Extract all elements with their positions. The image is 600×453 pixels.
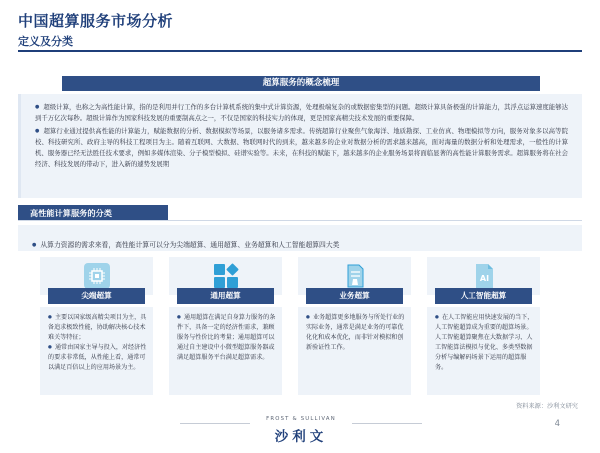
- intro-text: ● 从算力资源的需求来看，高性能计算可以分为尖端超算、通用超算、业务超算和人工智能超算四大类: [32, 241, 339, 249]
- document-icon: [342, 263, 368, 289]
- card-description: [40, 307, 153, 395]
- grid-icon: [213, 263, 239, 289]
- concept-paragraph: ● 超级计算，也称之为高性能计算，指的是利用并行工作的多台计算机系统的集中式计算资源，处理极端复杂的或数据密集型的问题。超级计算具备极强的计算能力，其浮点运算速度能够达到千万亿次每秒。超级计算作为国家科技发展的重要制高点之一，不仅是国家的科技实力的体现，更是国家高精尖技术发展的重要保障。: [35, 102, 568, 124]
- classification-intro: [18, 225, 582, 251]
- card-description: [298, 307, 411, 395]
- card-description: [427, 307, 540, 395]
- classification-heading: 高性能计算服务的分类: [18, 205, 168, 221]
- ai-icon: [471, 263, 497, 289]
- card-label: 业务超算: [306, 288, 403, 304]
- brand-name-en: FROST & SULLIVAN: [266, 416, 336, 422]
- concept-paragraph: ● 超算行业通过提供高性能的计算能力，赋能数据的分析、数据模拟等场景，以服务诸多需求。传统超算行业聚焦气象海洋、地质勘探、工业仿真、物理模拟等方向，服务对象多以高等院校、科技研究所、政府主导的科技工程项目为主。随着互联网、大数据、物联网时代的到来，越来越多的企业对数据分析的需求越来越高，面对海量的数据分析和处理需求，一般性的计算机、服务器已经无法胜任技术要求，例如多媒体渲染、分子模型模拟、硅谱实验等。未来，在科技的赋能下，越来越多的企业服务场景将面临显著的高性能计算服务需求。超算服务将在社会经济、科技发展的带动下，进入新的遽势发展期: [35, 126, 568, 170]
- page-title: 中国超算服务市场分析: [18, 12, 174, 30]
- concept-heading: 超算服务的概念梳理: [62, 76, 540, 91]
- card-description: [169, 307, 282, 395]
- card-bullet: ● 在人工智能应用快速发展的当下，人工智能超算成为重要的超算场景。人工智能超算聚焦在大数据学习、人工智能算法模拟与优化、多类型数据分析与编解码场景下运用的超算服务。: [435, 313, 534, 373]
- category-cards: [40, 257, 540, 397]
- card-cutting-edge: [40, 257, 153, 397]
- card-business: [298, 257, 411, 397]
- card-bullet: ● 业务超算更多地服务与所处行业的实际业务，通常是满足业务的可靠优化化和成本优化，而非针对模拟和创新验证性工作。: [306, 313, 405, 353]
- brand-logo: 沙利文: [274, 429, 328, 445]
- card-general: [169, 257, 282, 397]
- footer-divider: [180, 423, 250, 424]
- page-subtitle: 定义及分类: [18, 35, 73, 48]
- footer-divider: [352, 423, 422, 424]
- concept-panel: [18, 94, 582, 198]
- svg-text:AI: AI: [479, 274, 489, 283]
- card-label: 尖端超算: [48, 288, 145, 304]
- card-label: 通用超算: [177, 288, 274, 304]
- card-bullet: ● 主要以国家级高精尖项目为主，具备追求极致性能，协助解决核心技术难关等特征；: [48, 313, 147, 343]
- card-bullet: ● 通常由国家主导与投入，对经济性的要求非常低，从性能上看，通常可以满足百倍以上的应用场景为主。: [48, 343, 147, 373]
- title-rule: [18, 50, 582, 52]
- card-label: 人工智能超算: [435, 288, 532, 304]
- page-number: 4: [554, 419, 560, 429]
- card-bullet: ● 通用超算在满足自身算力服务的条件下，具备一定的经济性需求，兼顾服务与性价比的考量；通用超算可以通过自主建设中小微型超算服务器或满足超算服务平台满足超算需求。: [177, 313, 276, 363]
- source-note: 资料来源：沙利文研究: [516, 403, 578, 410]
- section-divider: [18, 220, 582, 221]
- card-ai: [427, 257, 540, 397]
- chip-icon: [84, 263, 110, 289]
